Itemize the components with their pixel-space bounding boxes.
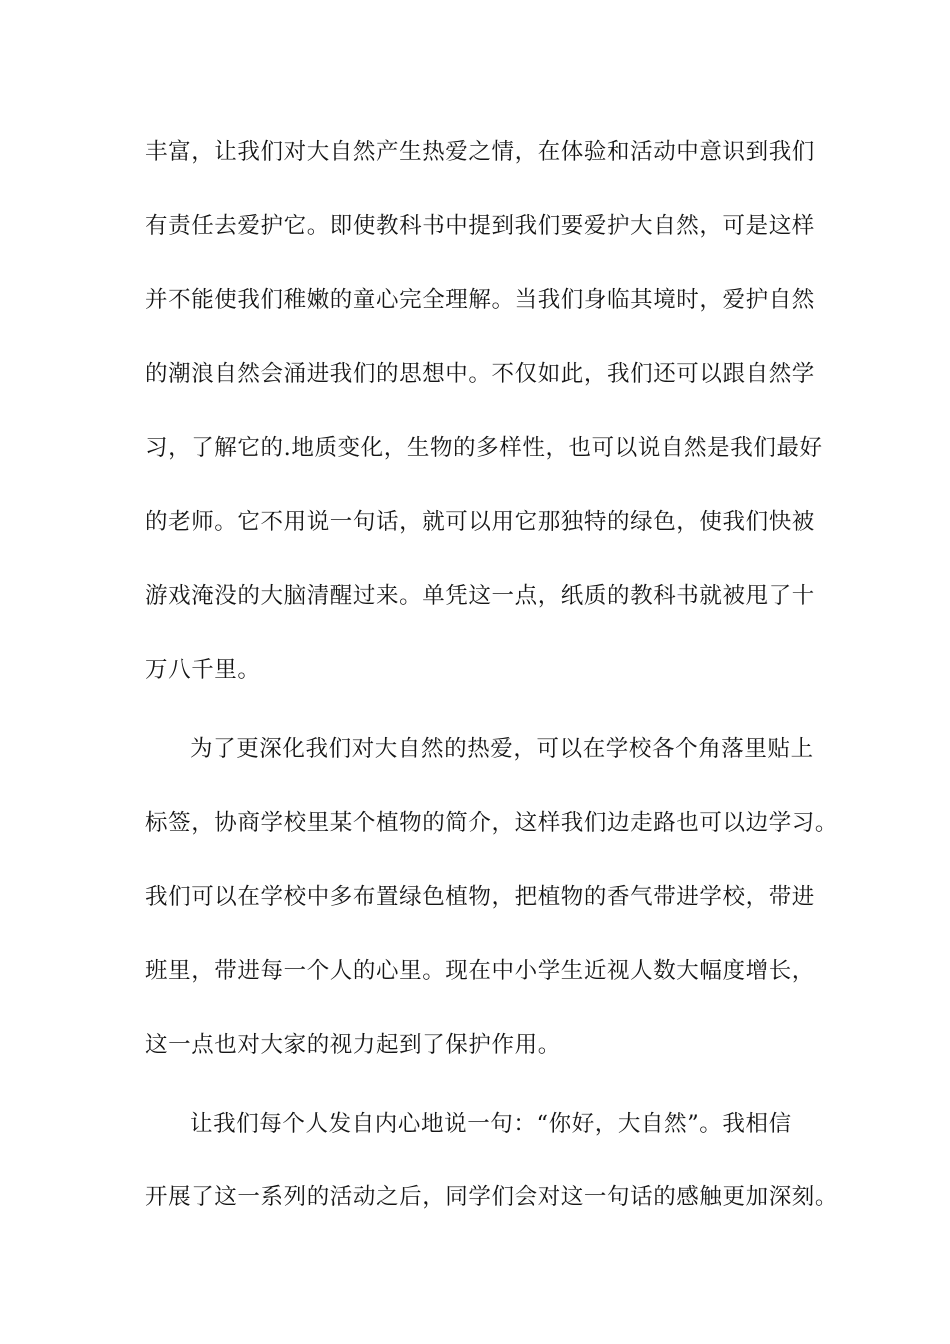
text-line: 习，了解它的.地质变化，生物的多样性，也可以说自然是我们最好 [145, 435, 823, 461]
text-line: 开展了这一系列的活动之后，同学们会对这一句话的感触更加深刻。 [145, 1184, 839, 1210]
text-line: 这一点也对大家的视力起到了保护作用。 [145, 1032, 561, 1058]
text-line: 的潮浪自然会涌进我们的思想中。不仅如此，我们还可以跟自然学 [145, 361, 815, 387]
text-line: 我们可以在学校中多布置绿色植物，把植物的香气带进学校，带进 [145, 884, 815, 910]
text-line: 丰富，让我们对大自然产生热爱之情，在体验和活动中意识到我们 [145, 139, 815, 165]
text-line: 的老师。它不用说一句话，就可以用它那独特的绿色，使我们快被 [145, 509, 815, 535]
text-line: 班里，带进每一个人的心里。现在中小学生近视人数大幅度增长， [145, 958, 815, 984]
text-line: 万八千里。 [145, 657, 261, 683]
text-line: 有责任去爱护它。即使教科书中提到我们要爱护大自然，可是这样 [145, 213, 815, 239]
paragraph-first-line: 为了更深化我们对大自然的热爱，可以在学校各个角落里贴上 [190, 736, 814, 762]
text-line: 游戏淹没的大脑清醒过来。单凭这一点，纸质的教科书就被甩了十 [145, 583, 815, 609]
text-line: 标签，协商学校里某个植物的简介，这样我们边走路也可以边学习。 [145, 810, 839, 836]
paragraph-first-line: 让我们每个人发自内心地说一句：“你好，大自然”。我相信 [190, 1111, 792, 1137]
text-line: 并不能使我们稚嫩的童心完全理解。当我们身临其境时，爱护自然 [145, 287, 815, 313]
